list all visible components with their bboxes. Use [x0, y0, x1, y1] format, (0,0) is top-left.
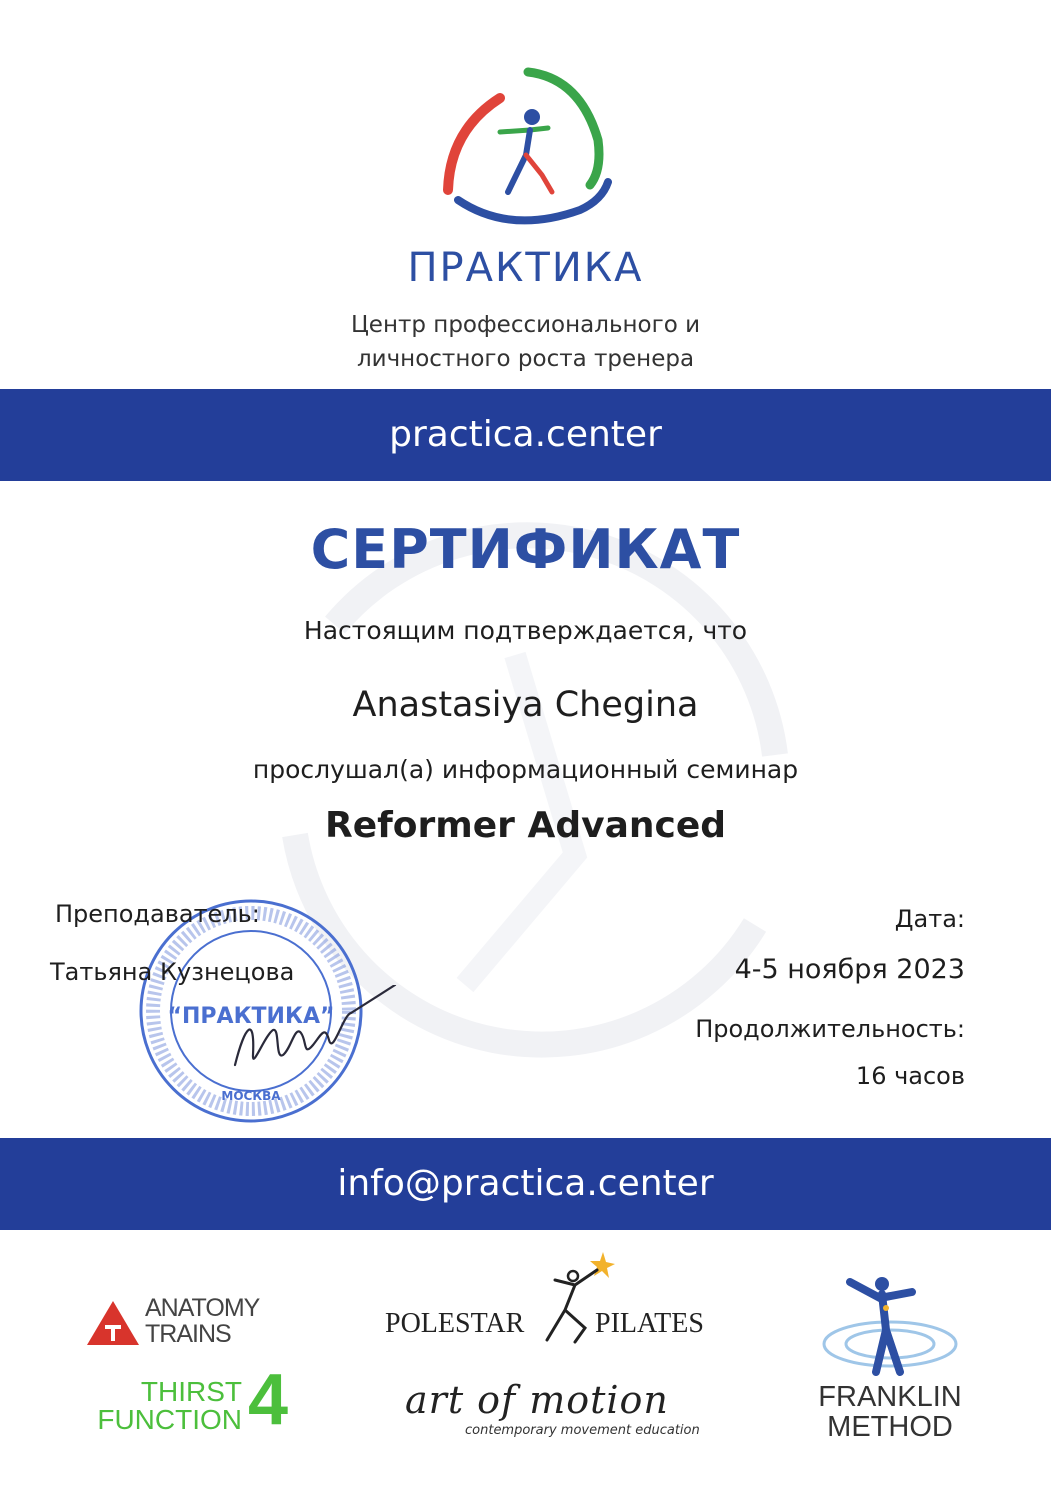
duration-value: 16 часов — [855, 1062, 965, 1090]
thirst-line-2: FUNCTION — [97, 1404, 242, 1435]
website-link[interactable]: practica.center — [389, 414, 662, 455]
tagline-line-1: Центр профессионального и — [350, 312, 701, 338]
stamp-city-text: МОСКВА — [221, 1089, 281, 1103]
stamp-center-text: “ПРАКТИКА” — [167, 1004, 335, 1029]
email-link[interactable]: info@practica.center — [337, 1163, 714, 1204]
website-band — [0, 389, 1051, 481]
certificate-title: СЕРТИФИКАТ — [310, 518, 741, 581]
franklin-line-2: METHOD — [827, 1411, 953, 1443]
practica-logo-icon — [430, 60, 620, 240]
duration-label: Продолжительность: — [695, 1015, 965, 1043]
attended-text: прослушал(а) информационный семинар — [252, 755, 799, 784]
brand-name: ПРАКТИКА — [407, 245, 644, 291]
confirm-text: Настоящим подтверждается, что — [303, 616, 748, 645]
signature-icon — [225, 985, 425, 1085]
anatomy-trains-line-2: TRAINS — [145, 1320, 231, 1348]
art-of-motion-text: art of motion — [405, 1378, 669, 1422]
anatomy-trains-logo — [85, 1295, 315, 1355]
date-value: 4-5 ноября 2023 — [734, 954, 965, 985]
tagline-line-2: личностного роста тренера — [356, 346, 695, 372]
art-of-motion-subtitle: contemporary movement education — [465, 1423, 700, 1438]
art-of-motion-logo — [405, 1378, 725, 1448]
thirst-line-1: THIRST — [140, 1376, 242, 1407]
participant-name: Anastasiya Chegina — [352, 685, 699, 725]
anatomy-trains-line-1: ANATOMY — [145, 1294, 260, 1322]
franklin-method-logo — [795, 1272, 985, 1447]
franklin-figure-icon — [820, 1272, 960, 1377]
franklin-line-1: FRANKLIN — [818, 1381, 962, 1413]
anatomy-trains-icon — [85, 1299, 141, 1347]
teacher-label: Преподаватель: — [55, 900, 260, 928]
thirst-function-logo — [90, 1360, 310, 1442]
polestar-left-text: POLESTAR — [385, 1308, 525, 1339]
teacher-name: Татьяна Кузнецова — [50, 958, 295, 986]
tagline — [0, 308, 1051, 376]
polestar-pilates-logo — [385, 1250, 725, 1350]
date-label: Дата: — [894, 905, 965, 933]
polestar-right-text: PILATES — [595, 1308, 704, 1339]
course-name: Reformer Advanced — [324, 805, 727, 846]
email-band — [0, 1138, 1051, 1230]
thirst-number: 4 — [248, 1360, 289, 1440]
